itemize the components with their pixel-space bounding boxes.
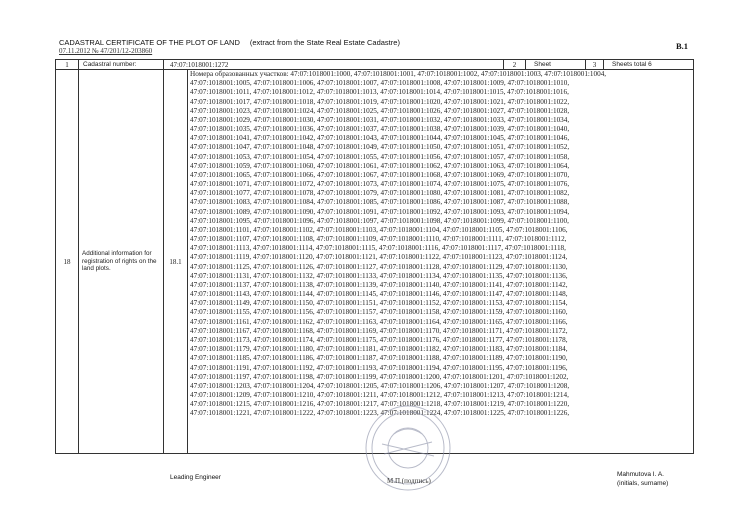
parcel-line: 47:07:1018001:1197, 47:07:1018001:1198, 47:07:1018001:1199, 47:07:1018001:1200, 47:07:1018001:1201, 47:07:1018001:1202, <box>190 372 569 381</box>
parcel-line: 47:07:1018001:1185, 47:07:1018001:1186, 47:07:1018001:1187, 47:07:1018001:1188, 47:07:1018001:1189, 47:07:1018001:1190, <box>190 354 568 363</box>
parcel-line: 47:07:1018001:1221, 47:07:1018001:1222, 47:07:1018001:1223, 47:07:1018001:1224, 47:07:1018001:1225, 47:07:1018001:1226, <box>190 409 570 418</box>
parcel-line: Номера образованных участков: 47:07:1018001:1000, 47:07:1018001:1001, 47:07:1018001:1002, 47:07:1018001:1003, 47:07:1018001:1004, <box>190 70 607 78</box>
parcel-line: 47:07:1018001:1149, 47:07:1018001:1150, 47:07:1018001:1151, 47:07:1018001:1152, 47:07:1018001:1153, 47:07:1018001:1154, <box>190 299 568 308</box>
title-text: CADASTRAL CERTIFICATE OF THE PLOT OF LAND <box>59 38 240 47</box>
parcel-line: 47:07:1018001:1113, 47:07:1018001:1114, 47:07:1018001:1115, 47:07:1018001:1116, 47:07:1018001:1117, 47:07:1018001:1118, <box>190 244 566 253</box>
parcel-line: 47:07:1018001:1209, 47:07:1018001:1210, 47:07:1018001:1211, 47:07:1018001:1212, 47:07:1018001:1213, 47:07:1018001:1214, <box>190 391 569 400</box>
certificate-table <box>55 59 694 454</box>
parcel-line: 47:07:1018001:1005, 47:07:1018001:1006, 47:07:1018001:1007, 47:07:1018001:1008, 47:07:1018001:1009, 47:07:1018001:1010, <box>190 79 570 88</box>
parcel-line: 47:07:1018001:1041, 47:07:1018001:1042, 47:07:1018001:1043, 47:07:1018001:1044, 47:07:1018001:1045, 47:07:1018001:1046, <box>190 134 570 143</box>
parcel-line: 47:07:1018001:1065, 47:07:1018001:1066, 47:07:1018001:1067, 47:07:1018001:1068, 47:07:1018001:1069, 47:07:1018001:1070, <box>190 170 570 179</box>
sheet-label: Sheet <box>526 60 586 70</box>
certificate-title <box>59 38 400 47</box>
parcel-numbers-list <box>188 70 694 454</box>
parcel-line: 47:07:1018001:1167, 47:07:1018001:1168, 47:07:1018001:1169, 47:07:1018001:1170, 47:07:1018001:1171, 47:07:1018001:1172, <box>190 326 568 335</box>
parcel-line: 47:07:1018001:1203, 47:07:1018001:1204, 47:07:1018001:1205, 47:07:1018001:1206, 47:07:1018001:1207, 47:07:1018001:1208, <box>190 381 570 390</box>
signatory-block <box>617 470 668 488</box>
leading-engineer-label: Leading Engineer <box>170 474 221 481</box>
date-number: 07.11.2012 № 47/201/12-203860 <box>59 47 153 55</box>
parcel-line: 47:07:1018001:1077, 47:07:1018001:1078, 47:07:1018001:1079, 47:07:1018001:1080, 47:07:1018001:1081, 47:07:1018001:1082, <box>190 189 570 198</box>
parcel-line: 47:07:1018001:1155, 47:07:1018001:1156, 47:07:1018001:1157, 47:07:1018001:1158, 47:07:1018001:1159, 47:07:1018001:1160, <box>190 308 568 317</box>
parcel-line: 47:07:1018001:1095, 47:07:1018001:1096, 47:07:1018001:1097, 47:07:1018001:1098, 47:07:1018001:1099, 47:07:1018001:1100, <box>190 216 569 225</box>
parcel-line: 47:07:1018001:1011, 47:07:1018001:1012, 47:07:1018001:1013, 47:07:1018001:1014, 47:07:1018001:1015, 47:07:1018001:1016, <box>190 88 569 97</box>
parcel-line: 47:07:1018001:1191, 47:07:1018001:1192, 47:07:1018001:1193, 47:07:1018001:1194, 47:07:1018001:1195, 47:07:1018001:1196, <box>190 363 568 372</box>
parcel-line: 47:07:1018001:1179, 47:07:1018001:1180, 47:07:1018001:1181, 47:07:1018001:1182, 47:07:1018001:1183, 47:07:1018001:1184, <box>190 345 568 354</box>
seal-signature-label: М.П.(подпись) <box>387 477 431 485</box>
parcel-line: 47:07:1018001:1089, 47:07:1018001:1090, 47:07:1018001:1091, 47:07:1018001:1092, 47:07:1018001:1093, 47:07:1018001:1094, <box>190 207 570 216</box>
parcel-line: 47:07:1018001:1143, 47:07:1018001:1144, 47:07:1018001:1145, 47:07:1018001:1146, 47:07:1018001:1147, 47:07:1018001:1148, <box>190 290 568 299</box>
cadastral-number-value: 47:07:1018001:1272 <box>164 60 504 70</box>
row-additional-info <box>56 70 694 454</box>
parcel-line: 47:07:1018001:1119, 47:07:1018001:1120, 47:07:1018001:1121, 47:07:1018001:1122, 47:07:1018001:1123, 47:07:1018001:1124, <box>190 253 568 262</box>
row-18-number: 18 <box>56 70 79 454</box>
parcel-line: 47:07:1018001:1161, 47:07:1018001:1162, 47:07:1018001:1163, 47:07:1018001:1164, 47:07:1018001:1165, 47:07:1018001:1166, <box>190 317 568 326</box>
parcel-line: 47:07:1018001:1107, 47:07:1018001:1108, 47:07:1018001:1109, 47:07:1018001:1110, 47:07:1018001:1111, 47:07:1018001:1112, <box>190 235 567 244</box>
signatory-note: (initials, surname) <box>617 480 669 487</box>
parcel-line: 47:07:1018001:1215, 47:07:1018001:1216, 47:07:1018001:1217, 47:07:1018001:1218, 47:07:1018001:1219, 47:07:1018001:1220, <box>190 400 570 409</box>
signatory-name: Mahmutova I. A. <box>617 471 664 478</box>
additional-info-label: Additional information for registration of rights on the land plots. <box>79 70 164 454</box>
cadastral-number-label: Cadastral number: <box>79 60 164 70</box>
subtitle-text: (extract from the State Real Estate Cadastre) <box>249 38 400 47</box>
parcel-line: 47:07:1018001:1131, 47:07:1018001:1132, 47:07:1018001:1133, 47:07:1018001:1134, 47:07:1018001:1135, 47:07:1018001:1136, <box>190 271 568 280</box>
parcel-line: 47:07:1018001:1059, 47:07:1018001:1060, 47:07:1018001:1061, 47:07:1018001:1062, 47:07:1018001:1063, 47:07:1018001:1064, <box>190 161 570 170</box>
parcel-line: 47:07:1018001:1029, 47:07:1018001:1030, 47:07:1018001:1031, 47:07:1018001:1032, 47:07:1018001:1033, 47:07:1018001:1034, <box>190 115 570 124</box>
row-1-number: 1 <box>56 60 79 70</box>
sheets-total-label: Sheets total 6 <box>604 60 694 70</box>
parcel-line: 47:07:1018001:1023, 47:07:1018001:1024, 47:07:1018001:1025, 47:07:1018001:1026, 47:07:1018001:1027, 47:07:1018001:1028, <box>190 106 570 115</box>
row-18-1-number: 18.1 <box>164 70 188 454</box>
parcel-line: 47:07:1018001:1047, 47:07:1018001:1048, 47:07:1018001:1049, 47:07:1018001:1050, 47:07:1018001:1051, 47:07:1018001:1052, <box>190 143 570 152</box>
parcel-line: 47:07:1018001:1137, 47:07:1018001:1138, 47:07:1018001:1139, 47:07:1018001:1140, 47:07:1018001:1141, 47:07:1018001:1142, <box>190 280 568 289</box>
parcel-line: 47:07:1018001:1125, 47:07:1018001:1126, 47:07:1018001:1127, 47:07:1018001:1128, 47:07:1018001:1129, 47:07:1018001:1130, <box>190 262 568 271</box>
parcel-line: 47:07:1018001:1053, 47:07:1018001:1054, 47:07:1018001:1055, 47:07:1018001:1056, 47:07:1018001:1057, 47:07:1018001:1058, <box>190 152 570 161</box>
parcel-line: 47:07:1018001:1017, 47:07:1018001:1018, 47:07:1018001:1019, 47:07:1018001:1020, 47:07:1018001:1021, 47:07:1018001:1022, <box>190 97 570 106</box>
form-code: B.1 <box>676 41 689 51</box>
sheet-number: 2 <box>504 60 526 70</box>
parcel-line: 47:07:1018001:1173, 47:07:1018001:1174, 47:07:1018001:1175, 47:07:1018001:1176, 47:07:1018001:1177, 47:07:1018001:1178, <box>190 335 568 344</box>
sheets-total-number: 3 <box>586 60 604 70</box>
parcel-line: 47:07:1018001:1101, 47:07:1018001:1102, 47:07:1018001:1103, 47:07:1018001:1104, 47:07:1018001:1105, 47:07:1018001:1106, <box>190 225 568 234</box>
parcel-line: 47:07:1018001:1071, 47:07:1018001:1072, 47:07:1018001:1073, 47:07:1018001:1074, 47:07:1018001:1075, 47:07:1018001:1076, <box>190 180 570 189</box>
parcel-line: 47:07:1018001:1035, 47:07:1018001:1036, 47:07:1018001:1037, 47:07:1018001:1038, 47:07:1018001:1039, 47:07:1018001:1040, <box>190 125 570 134</box>
row-cadastral-number <box>56 60 694 70</box>
parcel-line: 47:07:1018001:1083, 47:07:1018001:1084, 47:07:1018001:1085, 47:07:1018001:1086, 47:07:1018001:1087, 47:07:1018001:1088, <box>190 198 570 207</box>
